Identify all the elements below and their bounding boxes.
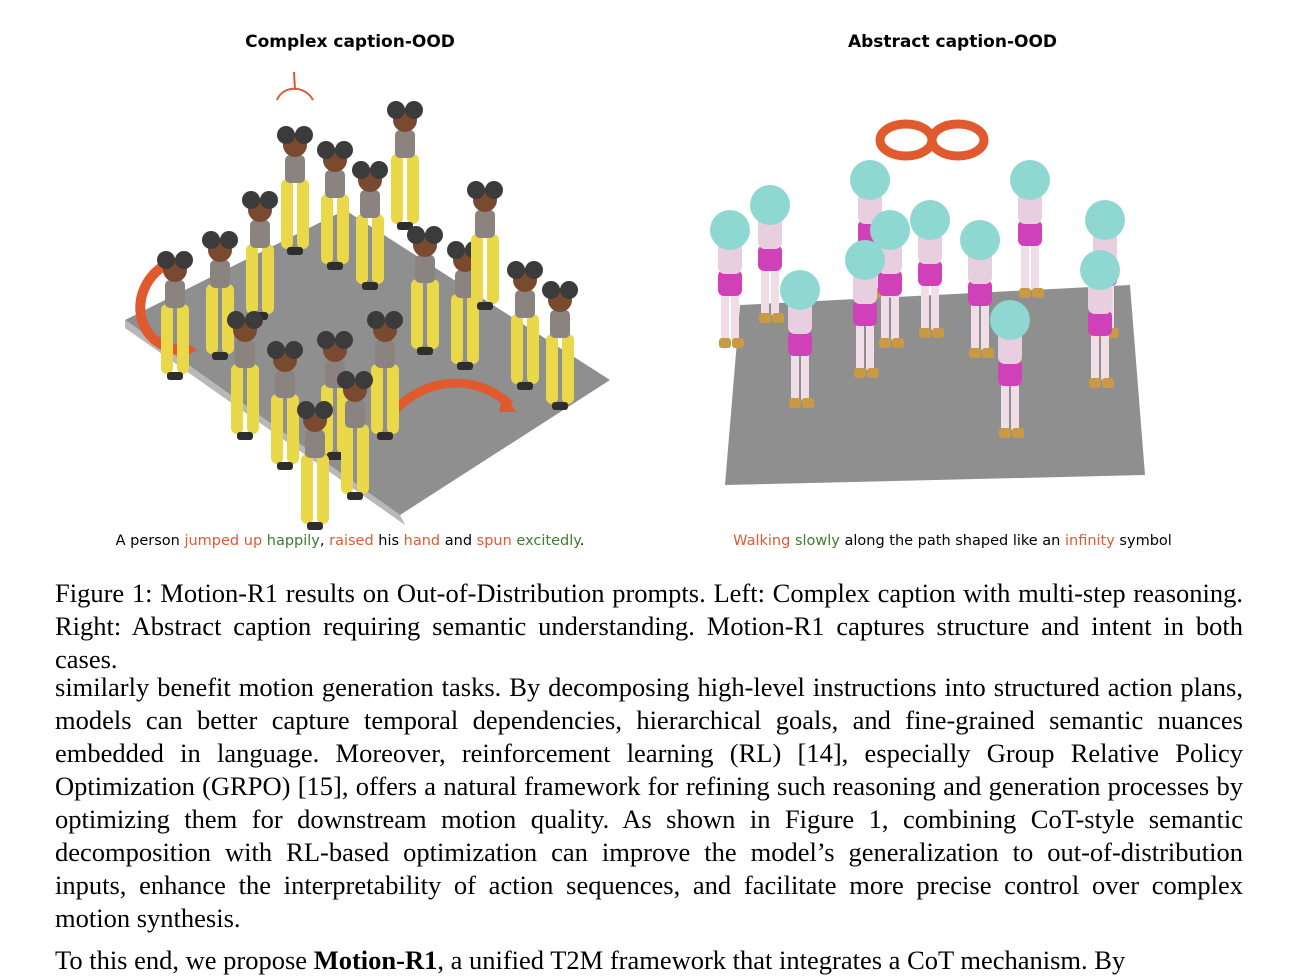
- caption-word: symbol: [1114, 533, 1172, 549]
- caption-word: hand: [403, 533, 441, 549]
- next-line-start: To this end, we propose: [55, 945, 314, 975]
- caption-word: infinity: [1064, 533, 1115, 549]
- body-paragraph: [55, 671, 1243, 935]
- left-panel-title: Complex caption-OOD: [245, 32, 455, 52]
- jump-arrow: [277, 89, 313, 100]
- figure-left-panel: [55, 20, 645, 560]
- walker-figure: [1010, 160, 1050, 298]
- caption-word: .: [579, 533, 585, 549]
- caption-word: and: [440, 533, 477, 549]
- caption-word: A person: [115, 533, 185, 549]
- right-panel-caption: [660, 533, 1245, 549]
- caption-word: slowly: [794, 533, 840, 549]
- caption-word: raised: [329, 533, 374, 549]
- figure-right-panel: [660, 20, 1245, 560]
- caption-word: Walking: [733, 533, 791, 549]
- walker-figure: [750, 185, 790, 323]
- method-name: Motion-R1: [313, 945, 438, 975]
- infinity-walk-render: [660, 60, 1245, 530]
- infinity-symbol-icon: [880, 124, 984, 156]
- next-line-rest: , a unified T2M framework that integrates a CoT mechanism. By: [437, 945, 1126, 975]
- caption-word: ,: [319, 533, 330, 549]
- right-panel-title: Abstract caption-OOD: [847, 32, 1058, 52]
- caption-word: jumped up: [184, 533, 263, 549]
- left-panel-caption: [55, 533, 645, 549]
- complex-motion-render: [55, 60, 645, 530]
- caption-word: spun: [476, 533, 512, 549]
- dancer-figure: [467, 181, 503, 310]
- next-paragraph-start: [55, 944, 1243, 977]
- paragraph-text: similarly benefit motion generation tasks. By decomposing high-level instructions into structured action plans, models can better capture temporal dependencies, hierarchical goals, and fine-grained semantic nuances embedded in language. Moreover, reinforcement learning (RL) [14], especially Group Relative Policy Optimization (GRPO) [15], offers a natural framework for refining such reasoning and generation processes by optimizing them for downstream motion quality. As shown in Figure 1, combining CoT-style semantic decomposition with RL-based optimization can improve the model’s generalization to out-of-distribution inputs, enhance the interpretability of action sequences, and facilitate more precise control over complex motion synthesis.: [55, 672, 1243, 933]
- dancer-figure: [387, 101, 423, 230]
- caption-word: along the path shaped like an: [839, 533, 1065, 549]
- caption-word: excitedly: [516, 533, 580, 549]
- caption-word: his: [373, 533, 404, 549]
- caption-word: happily: [266, 533, 320, 549]
- figure-caption: Figure 1: Motion-R1 results on Out-of-Distribution prompts. Left: Complex caption with multi-step reasoning. Right: Abstract caption requiring semantic understanding. Motion-R1 captures structure and intent in both cases.: [55, 578, 1243, 674]
